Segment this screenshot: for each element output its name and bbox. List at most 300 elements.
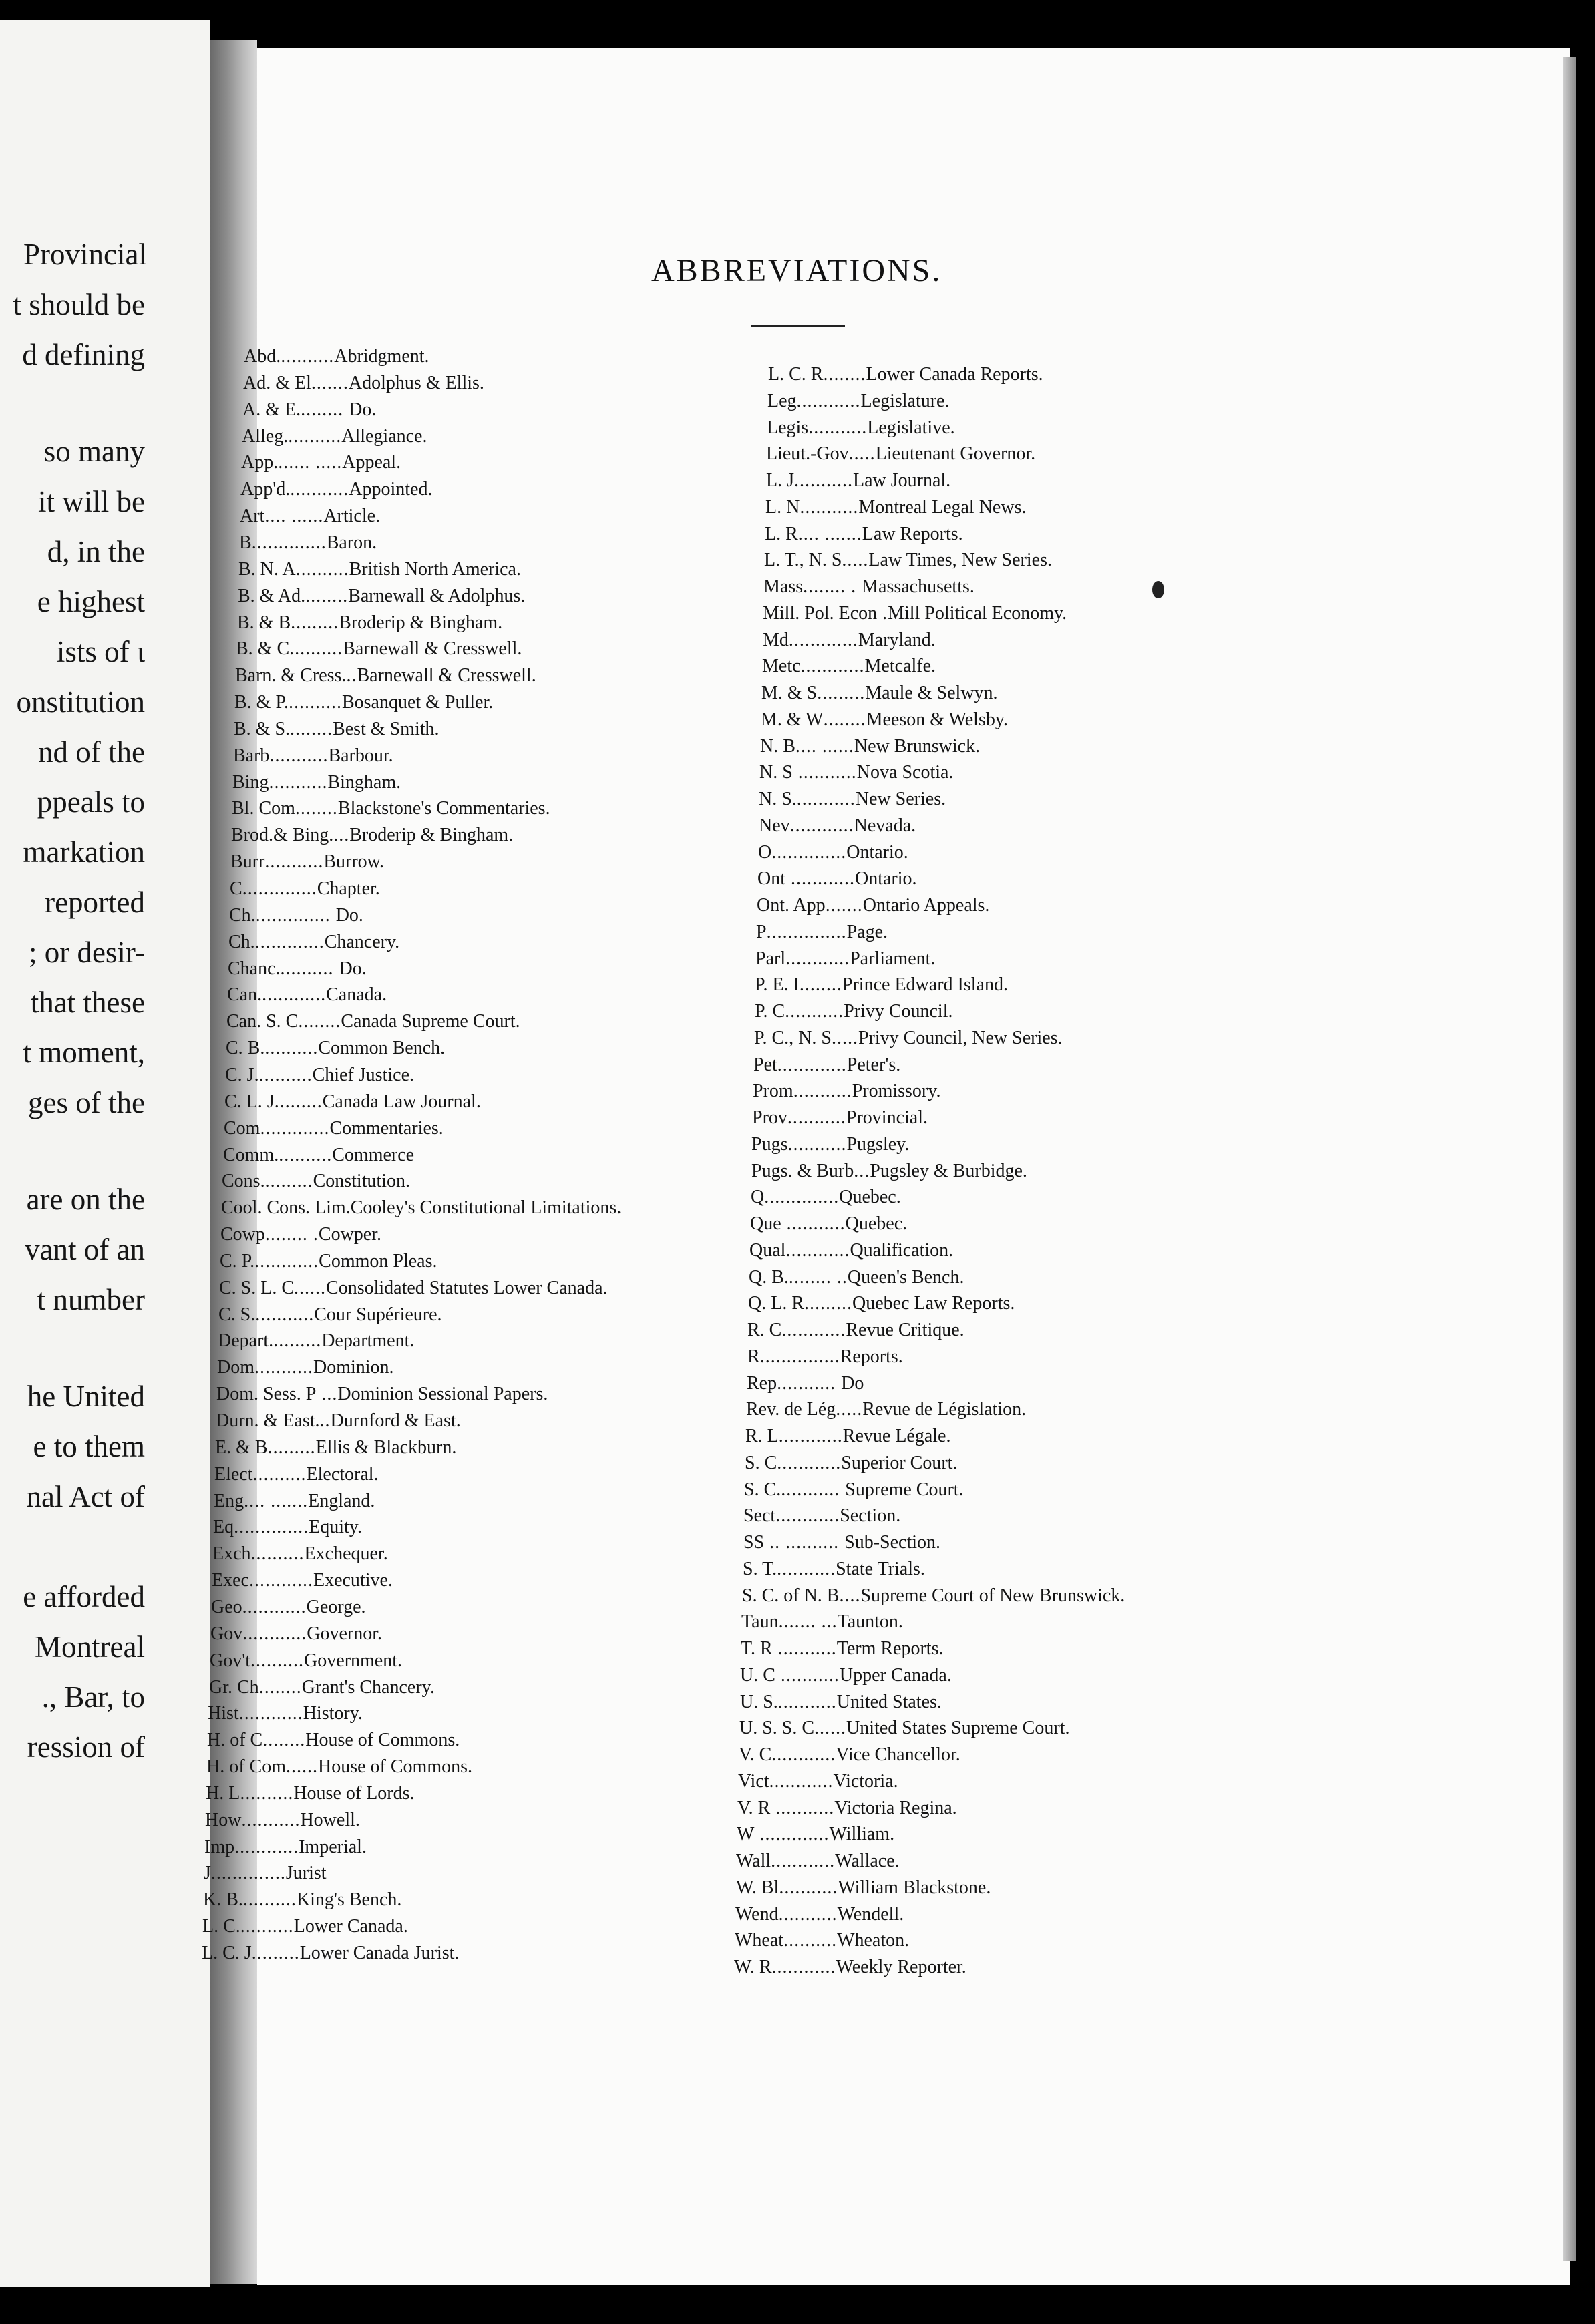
leader-dots: ...........: [781, 1479, 846, 1500]
abbreviation: Gov: [210, 1623, 243, 1644]
abbreviation-entry: [240, 506, 380, 527]
leader-dots: ..............: [210, 1863, 286, 1883]
abbreviation-meaning: Vice Chancellor.: [836, 1744, 960, 1765]
abbreviation: S. C. of N. B: [742, 1585, 840, 1606]
abbreviation: Wall: [736, 1851, 771, 1871]
abbreviation: B. & C: [236, 638, 290, 659]
abbreviation-meaning: Do: [841, 1373, 864, 1394]
abbreviation-meaning: Department.: [321, 1330, 415, 1351]
leader-dots: ...........: [264, 851, 324, 872]
leader-dots: ........ .: [803, 576, 862, 597]
leader-dots: ...........: [796, 789, 856, 809]
abbreviation: Cool. Cons. Lim.: [221, 1197, 351, 1218]
abbreviation: Abd.: [244, 346, 281, 367]
abbreviation-meaning: United States.: [836, 1692, 942, 1712]
left-page-line: t should be: [13, 288, 145, 321]
abbreviation: N. B: [760, 736, 795, 757]
abbreviation-entry: [745, 1426, 950, 1447]
abbreviation-meaning: Grant's Chancery.: [301, 1677, 435, 1698]
leader-dots: ............: [234, 1836, 299, 1857]
abbreviation-meaning: Common Bench.: [318, 1038, 446, 1058]
leader-dots: ...........: [778, 1904, 838, 1925]
abbreviation: S. T.: [743, 1559, 777, 1579]
leader-dots: ...........: [793, 1081, 852, 1101]
left-page-line: reported: [45, 886, 145, 919]
abbreviation-entry: [759, 789, 946, 810]
leader-dots: .: [877, 603, 888, 624]
abbreviation-meaning: Best & Smith.: [333, 719, 439, 739]
leader-dots: .....: [836, 1399, 863, 1420]
abbreviation-meaning: William.: [829, 1824, 895, 1845]
left-page-line: that these: [30, 986, 145, 1019]
abbreviation: L. N: [765, 497, 800, 518]
abbreviation-entry: [747, 1320, 964, 1341]
leader-dots: ...............: [766, 922, 847, 942]
abbreviation-entry: [735, 1930, 909, 1951]
leader-dots: ..............: [251, 532, 327, 553]
abbreviation-meaning: Lieutenant Governor.: [875, 443, 1036, 464]
abbreviation-entry: [741, 1638, 944, 1660]
leader-dots: ............: [778, 1426, 843, 1446]
leader-dots: ..........: [258, 1064, 313, 1085]
abbreviation-meaning: Constitution.: [313, 1171, 411, 1191]
leader-dots: ..........: [288, 692, 342, 713]
abbreviation-entry: [238, 586, 525, 607]
abbreviation-meaning: Nova Scotia.: [856, 762, 954, 783]
abbreviation-meaning: Barbour.: [328, 745, 393, 766]
abbreviation-meaning: Cowper.: [318, 1224, 382, 1245]
abbreviation-entry: [241, 452, 401, 473]
abbreviation-entry: [757, 895, 989, 916]
abbreviation: L. R: [765, 524, 798, 544]
abbreviation-entry: [763, 603, 1067, 624]
abbreviation-entry: [224, 1118, 444, 1139]
abbreviation: Wend: [735, 1904, 779, 1925]
title-rule: [751, 325, 845, 327]
abbreviation-meaning: Prince Edward Island.: [842, 974, 1008, 995]
abbreviation: Sect: [743, 1505, 776, 1526]
abbreviation-meaning: Canada Supreme Court.: [341, 1011, 520, 1032]
abbreviation-meaning: House of Lords.: [293, 1783, 415, 1804]
left-page-line: t moment,: [23, 1036, 145, 1069]
abbreviation-entry: [238, 559, 521, 580]
leader-dots: .....: [848, 443, 876, 464]
abbreviation-entry: [735, 1904, 904, 1925]
abbreviation-meaning: Ontario Appeals.: [862, 895, 990, 916]
leader-dots: ........: [301, 399, 349, 420]
abbreviation-entry: [214, 1464, 379, 1485]
abbreviation-entry: [751, 1187, 901, 1208]
abbreviation-entry: [739, 1744, 960, 1766]
leader-dots: ............: [238, 1703, 303, 1724]
leader-dots: ...........: [785, 1001, 844, 1022]
leader-dots: ..............: [764, 1187, 840, 1207]
abbreviation-entry: [759, 815, 916, 837]
abbreviation-meaning: Montreal Legal News.: [858, 497, 1027, 518]
abbreviation-meaning: Supreme Court.: [845, 1479, 964, 1500]
abbreviation-entry: [750, 1213, 907, 1235]
abbreviation: K. B.: [203, 1889, 243, 1910]
leader-dots: ............: [785, 1240, 850, 1261]
abbreviation-meaning: Bosanquet & Puller.: [341, 692, 494, 713]
abbreviation-meaning: Qualification.: [850, 1240, 954, 1261]
abbreviation-entry: [225, 1064, 414, 1086]
leader-dots: ...........: [772, 1638, 837, 1659]
abbreviation: B: [239, 532, 252, 553]
abbreviation: Dom. Sess. P: [216, 1384, 317, 1404]
left-page-line: he United: [27, 1380, 145, 1413]
left-page-line: nd of the: [38, 735, 145, 769]
abbreviation-entry: [759, 762, 953, 783]
abbreviation-meaning: Howell.: [300, 1810, 360, 1830]
leader-dots: ............: [771, 1957, 836, 1977]
abbreviation-entry: [220, 1251, 437, 1272]
leader-dots: ..........: [783, 1930, 838, 1951]
abbreviation: T. R: [741, 1638, 773, 1659]
abbreviation: Cowp: [220, 1224, 265, 1245]
abbreviation: L. C.: [202, 1916, 240, 1937]
left-page-line: are on the: [26, 1183, 145, 1216]
abbreviation-meaning: Legislature.: [860, 391, 950, 411]
abbreviation-meaning: Victoria.: [833, 1771, 898, 1792]
leader-dots: ............: [242, 1597, 307, 1617]
left-page-line: ges of the: [28, 1086, 145, 1119]
abbreviation-meaning: New Brunswick.: [854, 736, 981, 757]
abbreviation-meaning: Quebec Law Reports.: [852, 1293, 1015, 1314]
abbreviation-entry: [228, 958, 367, 980]
abbreviation-entry: [755, 1001, 953, 1022]
abbreviation-entry: [763, 576, 974, 598]
leader-dots: .......: [311, 373, 349, 393]
abbreviation: Parl: [755, 948, 786, 969]
abbreviation-entry: [242, 426, 427, 447]
abbreviation-meaning: King's Bench.: [296, 1889, 402, 1910]
leader-dots: .. ..........: [764, 1532, 845, 1553]
abbreviation: C. L. J: [224, 1091, 275, 1112]
abbreviation-meaning: Taunton.: [837, 1611, 903, 1632]
abbreviation: M. & W: [761, 709, 824, 730]
abbreviation: Art: [240, 506, 265, 526]
abbreviation-entry: [235, 665, 536, 687]
abbreviation-meaning: Sub-Section.: [844, 1532, 941, 1553]
abbreviation-meaning: Metcalfe.: [864, 656, 936, 676]
abbreviation-entry: [221, 1197, 621, 1219]
abbreviation-meaning: Adolphus & Ellis.: [348, 373, 484, 393]
leader-dots: ...........: [779, 1877, 838, 1898]
abbreviation: Dom: [217, 1357, 254, 1378]
abbreviation-meaning: Wallace.: [835, 1851, 900, 1871]
abbreviation-entry: [762, 656, 936, 677]
abbreviation-entry: [217, 1357, 394, 1378]
abbreviation-entry: [223, 1145, 414, 1166]
abbreviation: Eng: [214, 1491, 244, 1511]
abbreviation-meaning: Dominion.: [313, 1357, 394, 1378]
abbreviation-meaning: Blackstone's Commentaries.: [337, 798, 550, 819]
leader-dots: ........: [258, 1677, 302, 1698]
leader-dots: .........: [291, 612, 339, 633]
abbreviation: Com: [224, 1118, 260, 1139]
abbreviation-meaning: Victoria Regina.: [834, 1798, 957, 1818]
abbreviation-meaning: Jurist: [285, 1863, 327, 1883]
abbreviation-meaning: Chief Justice.: [312, 1064, 414, 1085]
abbreviation: Barb: [233, 745, 270, 766]
abbreviation: Elect: [214, 1464, 253, 1485]
abbreviation-meaning: Provincial.: [846, 1107, 928, 1128]
abbreviation: Wheat: [735, 1930, 784, 1951]
abbreviation-entry: [204, 1836, 367, 1858]
leader-dots: .... .......: [244, 1491, 309, 1511]
left-page-line: e to them: [33, 1430, 145, 1463]
leader-dots: ..............: [255, 905, 336, 926]
abbreviation-meaning: Meeson & Welsby.: [866, 709, 1009, 730]
abbreviation-meaning: Parliament.: [850, 948, 936, 969]
abbreviation-entry: [738, 1771, 898, 1792]
abbreviation: C. B.: [226, 1038, 265, 1058]
abbreviation-meaning: British North America.: [349, 559, 521, 580]
leader-dots: ...........: [269, 745, 329, 766]
abbreviation: Q. L. R: [748, 1293, 804, 1314]
abbreviation: P. C., N. S: [754, 1028, 832, 1048]
abbreviation-entry: [237, 612, 502, 634]
abbreviation-entry: [215, 1437, 456, 1459]
abbreviation-meaning: Lower Canada Reports.: [866, 364, 1043, 385]
leader-dots: ...........: [808, 417, 868, 438]
leader-dots: .... ......: [264, 506, 324, 526]
abbreviation: Pugs: [751, 1134, 788, 1155]
leader-dots: ........: [823, 709, 866, 730]
abbreviation-entry: [754, 1028, 1063, 1049]
abbreviation-entry: [743, 1532, 940, 1553]
left-page-line: vant of an: [25, 1233, 145, 1266]
abbreviation: B. & Ad.: [238, 586, 306, 606]
abbreviation: Burr: [230, 851, 265, 872]
abbreviation-entry: [207, 1730, 460, 1751]
abbreviation: P: [756, 922, 767, 942]
abbreviation-meaning: Promissory.: [852, 1081, 941, 1101]
abbreviation: Eq: [213, 1517, 234, 1537]
leader-dots: .............: [754, 1824, 830, 1845]
ink-blot: [1152, 581, 1164, 598]
leader-dots: ...........: [770, 1798, 835, 1818]
abbreviation: Mass: [763, 576, 804, 597]
abbreviation-meaning: Cour Supérieure.: [314, 1304, 442, 1325]
abbreviation-entry: [210, 1650, 402, 1672]
leader-dots: ............: [771, 1851, 836, 1871]
abbreviation-entry: [229, 905, 363, 926]
abbreviation-meaning: Do.: [349, 399, 377, 420]
abbreviation: U. S.: [740, 1692, 778, 1712]
leader-dots: ........: [262, 1730, 306, 1750]
abbreviation-entry: [206, 1783, 415, 1804]
abbreviation: W. Bl: [736, 1877, 779, 1898]
abbreviation-entry: [230, 878, 380, 900]
abbreviation-entry: [753, 1054, 900, 1076]
left-page-line: onstitution: [16, 685, 145, 719]
abbreviation: E. & B: [215, 1437, 268, 1458]
abbreviation-entry: [761, 683, 998, 704]
leader-dots: .....: [842, 550, 869, 570]
abbreviation-entry: [744, 1479, 964, 1501]
abbreviation-entry: [222, 1171, 410, 1192]
leader-dots: ..........: [281, 346, 335, 367]
abbreviation: Ad. & El: [243, 373, 311, 393]
left-page-line: Provincial: [23, 238, 147, 271]
abbreviation: Pugs. & Burb: [751, 1161, 854, 1181]
abbreviation-entry: [749, 1267, 964, 1288]
abbreviation: Ont. App: [757, 895, 826, 916]
abbreviation: Chanc.: [228, 958, 281, 979]
abbreviation-entry: [234, 719, 439, 740]
abbreviation-entry: [755, 974, 1008, 996]
abbreviation-entry: [737, 1824, 894, 1845]
leader-dots: .........: [273, 1330, 322, 1351]
abbreviation-entry: [203, 1889, 401, 1911]
leader-dots: ............: [789, 815, 854, 836]
leader-dots: ...........: [254, 1357, 313, 1378]
abbreviation-meaning: House of Commons.: [305, 1730, 460, 1750]
abbreviation: Ch.: [229, 905, 256, 926]
abbreviation: Durn. & East.: [216, 1410, 320, 1431]
abbreviation-meaning: Superior Court.: [841, 1452, 958, 1473]
abbreviation-meaning: Executive.: [313, 1570, 393, 1591]
left-page-fragment: [0, 20, 210, 2287]
abbreviation-meaning: Consolidated Statutes Lower Canada.: [326, 1278, 608, 1298]
abbreviation-entry: [243, 373, 484, 394]
leader-dots: ........: [298, 1011, 341, 1032]
abbreviation-entry: [765, 524, 963, 545]
abbreviation: B. & S.: [234, 719, 291, 739]
abbreviation-meaning: Queen's Bench.: [847, 1267, 964, 1288]
leader-dots: ...........: [241, 1810, 301, 1830]
abbreviation: H. of C: [207, 1730, 263, 1750]
leader-dots: ..............: [234, 1517, 309, 1537]
abbreviation-meaning: Revue Critique.: [846, 1320, 964, 1340]
abbreviation-entry: [228, 932, 399, 953]
abbreviation-meaning: Supreme Court of New Brunswick.: [860, 1585, 1125, 1606]
leader-dots: ............: [796, 391, 861, 411]
abbreviation: Mill. Pol. Econ: [763, 603, 878, 624]
leader-dots: ............: [775, 1505, 840, 1526]
abbreviation-meaning: House of Commons.: [318, 1756, 472, 1777]
abbreviation-meaning: Wheaton.: [837, 1930, 910, 1951]
abbreviation: Gov't: [210, 1650, 251, 1671]
abbreviation-meaning: Law Reports.: [862, 524, 963, 544]
abbreviation-entry: [747, 1373, 864, 1394]
abbreviation-meaning: United States Supreme Court.: [846, 1718, 1070, 1738]
abbreviation-meaning: Mill Political Economy.: [888, 603, 1067, 624]
abbreviation: H. L: [206, 1783, 240, 1804]
abbreviation-entry: [751, 1161, 1027, 1182]
leader-dots: ........ .: [264, 1224, 319, 1245]
abbreviation-meaning: Allegiance.: [341, 426, 427, 447]
abbreviation-entry: [244, 346, 429, 367]
abbreviation-meaning: Nevada.: [854, 815, 916, 836]
leader-dots: ............: [781, 1320, 846, 1340]
abbreviation-meaning: Commentaries.: [329, 1118, 444, 1139]
abbreviation-meaning: Common Pleas.: [319, 1251, 437, 1272]
abbreviation: C. S.: [218, 1304, 256, 1325]
leader-dots: .........: [274, 1091, 323, 1112]
abbreviation-entry: [752, 1107, 928, 1129]
abbreviation-entry: [758, 842, 908, 863]
abbreviation: S. C: [745, 1452, 777, 1473]
abbreviation-meaning: Peter's.: [846, 1054, 901, 1075]
abbreviation-entry: [755, 948, 935, 970]
abbreviation: Rev. de Lég: [746, 1399, 836, 1420]
abbreviation: Q. B.: [749, 1267, 789, 1288]
leader-dots: ...........: [777, 1373, 842, 1394]
leader-dots: ............: [248, 1570, 313, 1591]
leader-dots: ........: [799, 974, 842, 995]
leader-dots: ..........: [289, 638, 343, 659]
abbreviation-entry: [232, 798, 550, 819]
abbreviation-meaning: Ontario.: [855, 868, 917, 889]
abbreviation-meaning: Equity.: [309, 1517, 362, 1537]
abbreviation-meaning: Weekly Reporter.: [836, 1957, 966, 1977]
abbreviation: App.: [241, 452, 279, 473]
abbreviation-meaning: Ontario.: [846, 842, 908, 863]
abbreviation-entry: [760, 736, 980, 757]
leader-dots: ............: [785, 948, 850, 969]
leader-dots: ......: [294, 1278, 327, 1298]
abbreviation-meaning: Law Times, New Series.: [868, 550, 1052, 570]
leader-dots: ............: [769, 1771, 834, 1792]
abbreviation: Pet: [753, 1054, 777, 1075]
abbreviation-meaning: Baron.: [326, 532, 377, 553]
abbreviation: Metc: [762, 656, 801, 676]
leader-dots: ...........: [269, 772, 328, 793]
leader-dots: ...........: [787, 1107, 846, 1128]
abbreviation: Ch.: [228, 932, 255, 952]
leader-dots: ..........: [295, 559, 349, 580]
abbreviation: Rep: [747, 1373, 777, 1394]
abbreviation: Leg: [767, 391, 797, 411]
left-page-line: markation: [23, 835, 145, 869]
left-page-line: d defining: [22, 338, 145, 371]
abbreviation-meaning: Durnford & East.: [330, 1410, 461, 1431]
leader-dots: ........ ..: [788, 1267, 848, 1288]
leader-dots: .............: [254, 932, 325, 952]
abbreviation-meaning: Do.: [339, 958, 367, 979]
abbreviation: R. L: [745, 1426, 779, 1446]
leader-dots: ...........: [794, 470, 853, 491]
abbreviation-meaning: Chancery.: [324, 932, 400, 952]
leader-dots: ..........: [279, 1145, 333, 1165]
abbreviation: Taun: [741, 1611, 779, 1632]
left-page-line: ression of: [27, 1730, 145, 1764]
abbreviation: U. C: [740, 1665, 775, 1686]
left-page-line: it will be: [38, 485, 145, 518]
abbreviation-entry: [761, 709, 1008, 731]
abbreviation-meaning: George.: [306, 1597, 366, 1617]
abbreviation-meaning: Broderip & Bingham.: [349, 825, 514, 845]
leader-dots: ....... ...: [778, 1611, 838, 1632]
abbreviation-meaning: Quebec.: [839, 1187, 901, 1207]
abbreviation: Exec: [212, 1570, 249, 1591]
abbreviation: U. S. S. C: [739, 1718, 815, 1738]
abbreviation-meaning: William Blackstone.: [838, 1877, 991, 1898]
abbreviation-entry: [766, 443, 1035, 465]
abbreviation-meaning: Lower Canada.: [293, 1916, 408, 1937]
leader-dots: ..: [319, 1410, 331, 1431]
abbreviation: R. C: [747, 1320, 782, 1340]
abbreviation: R: [747, 1346, 760, 1367]
abbreviation-meaning: Page.: [846, 922, 888, 942]
leader-dots: ..........: [250, 1543, 305, 1564]
leader-dots: ...........: [777, 1559, 836, 1579]
abbreviation-meaning: Imperial.: [299, 1836, 367, 1857]
abbreviation-entry: [736, 1877, 991, 1899]
